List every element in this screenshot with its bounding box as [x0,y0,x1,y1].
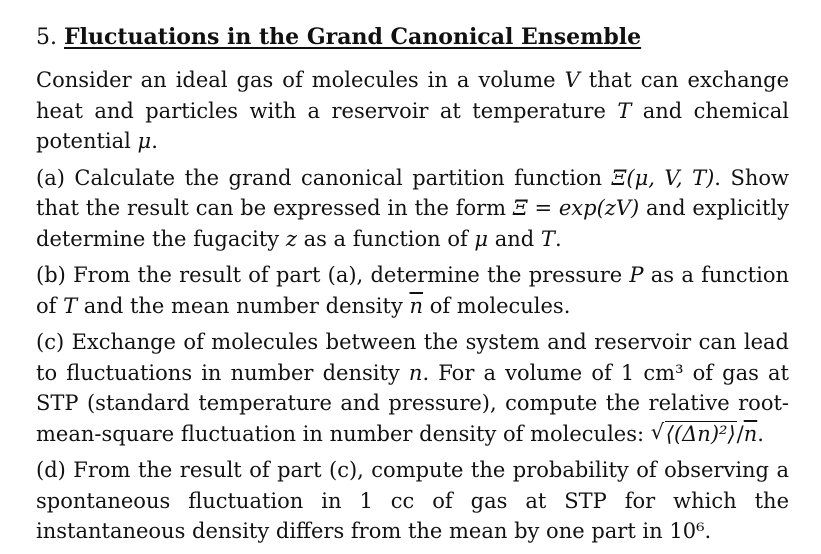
problem-title: Fluctuations in the Grand Canonical Ensemble [64,24,642,50]
sqrt-expression: √ ⟨(Δn)²⟩ [651,419,737,450]
problem-number: 5. [36,25,57,50]
part-b: (b) From the result of part (a), determine the pressure P as a function of T and the mean number density $\overline{n}$ of molecules. [36,263,790,318]
part-d: (d) From the result of part (c), compute the probability of observing a spontaneous fluctuation in 1 cc of gas at STP for which the instantaneous density differs from the mean by one part in 10⁶. [36,458,789,543]
part-a: (a) Calculate the grand canonical partition function Ξ(μ, V, T). Show that the result can be expressed in the form Ξ = exp(zV) and explicitly determine the fugacity z as a function of μ and T. [36,165,789,251]
intro-paragraph: Consider an ideal gas of molecules in a volume V that can exchange heat and particles with a reservoir at temperature T and chemical potential μ. [36,68,790,153]
part-c: (c) Exchange of molecules between the system and reservoir can lead to fluctuations in number density n. For a volume of 1 cm³ of gas at STP (standard temperature and pressure), compute the relative root-mean-square fluctuation in number density of molecules: √ $⟨(\Delta n)^2⟩/\overline{n}$. [36,327,789,449]
problem-heading [36,22,789,53]
